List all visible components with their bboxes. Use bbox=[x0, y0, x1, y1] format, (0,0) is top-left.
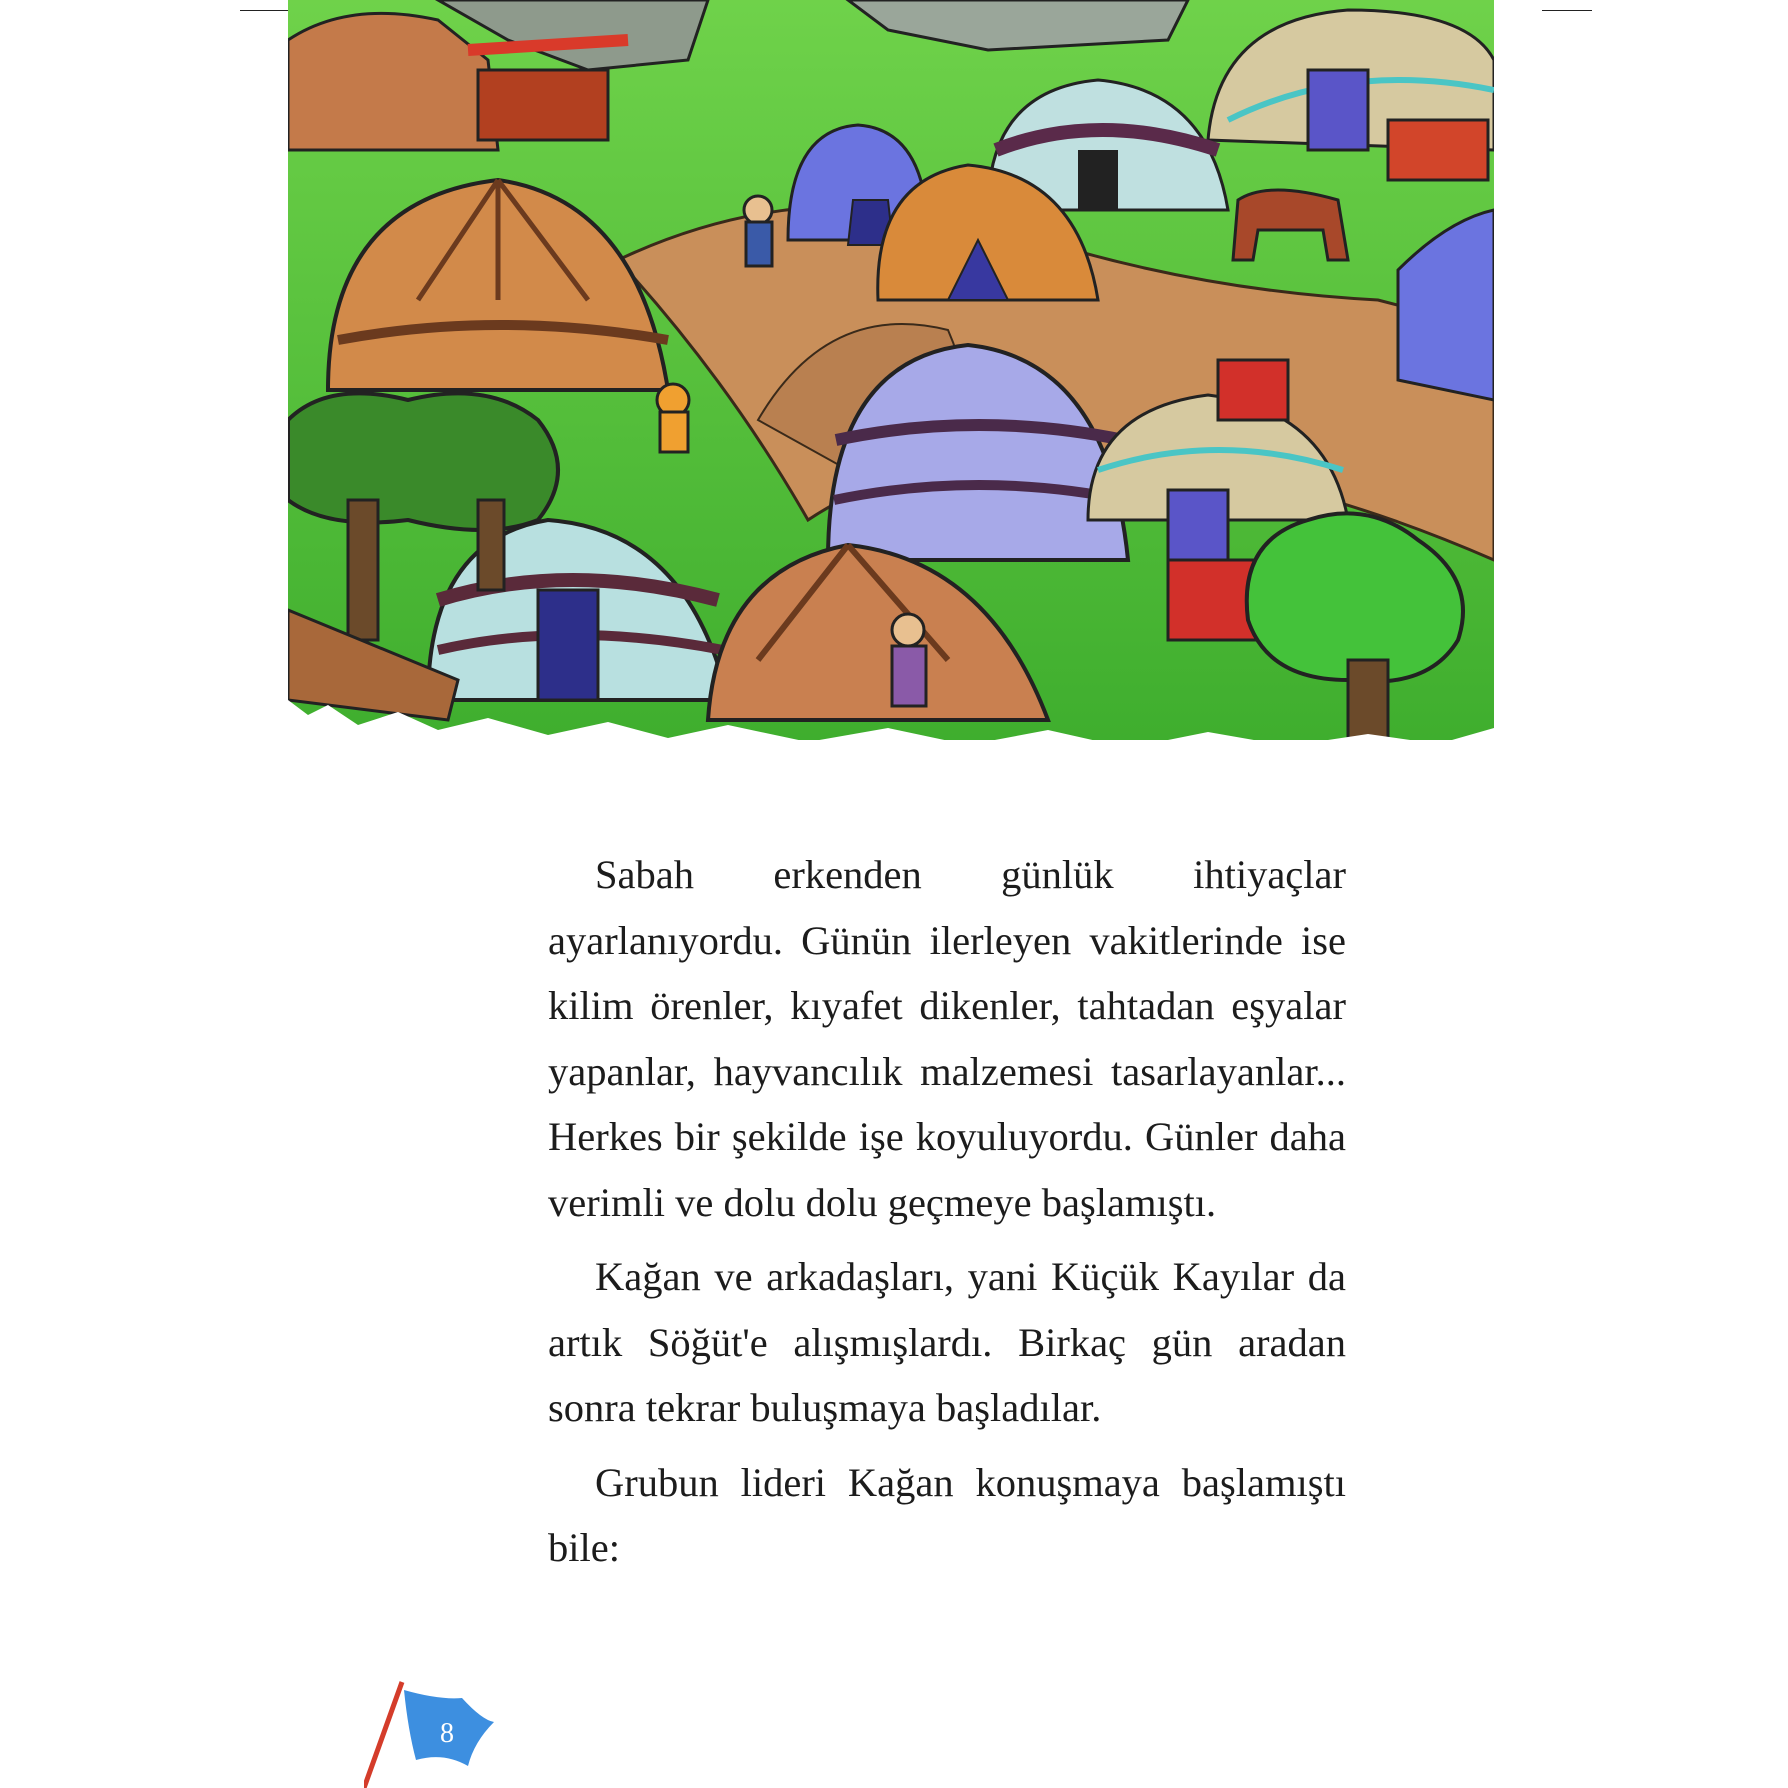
yurt-village-illustration bbox=[288, 0, 1494, 775]
story-text bbox=[548, 842, 1346, 1590]
page-number: 8 bbox=[440, 1718, 454, 1749]
paragraph-1: Sabah erkenden günlük ihtiyaçlar ayarlanıyordu. Günün ilerleyen vakitlerinde ise kilim örenler, kıyafet dikenler, tahtadan eşyalar yapanlar, hayvancılık malzemesi tasarlayanlar... Herkes bir şekilde işe koyuluyordu. Günler daha verimli ve dolu dolu geçmeye başlamıştı. bbox=[548, 852, 1346, 1225]
crop-mark-right bbox=[1542, 10, 1592, 11]
crop-mark-left bbox=[240, 10, 288, 11]
paragraph-2: Kağan ve arkadaşları, yani Küçük Kayılar da artık Söğüt'e alışmışlardı. Birkaç gün aradan sonra tekrar buluşmaya başladılar. bbox=[548, 1254, 1346, 1430]
paragraph-3: Grubun lideri Kağan konuşmaya başlamıştı bile: bbox=[548, 1459, 1346, 1570]
